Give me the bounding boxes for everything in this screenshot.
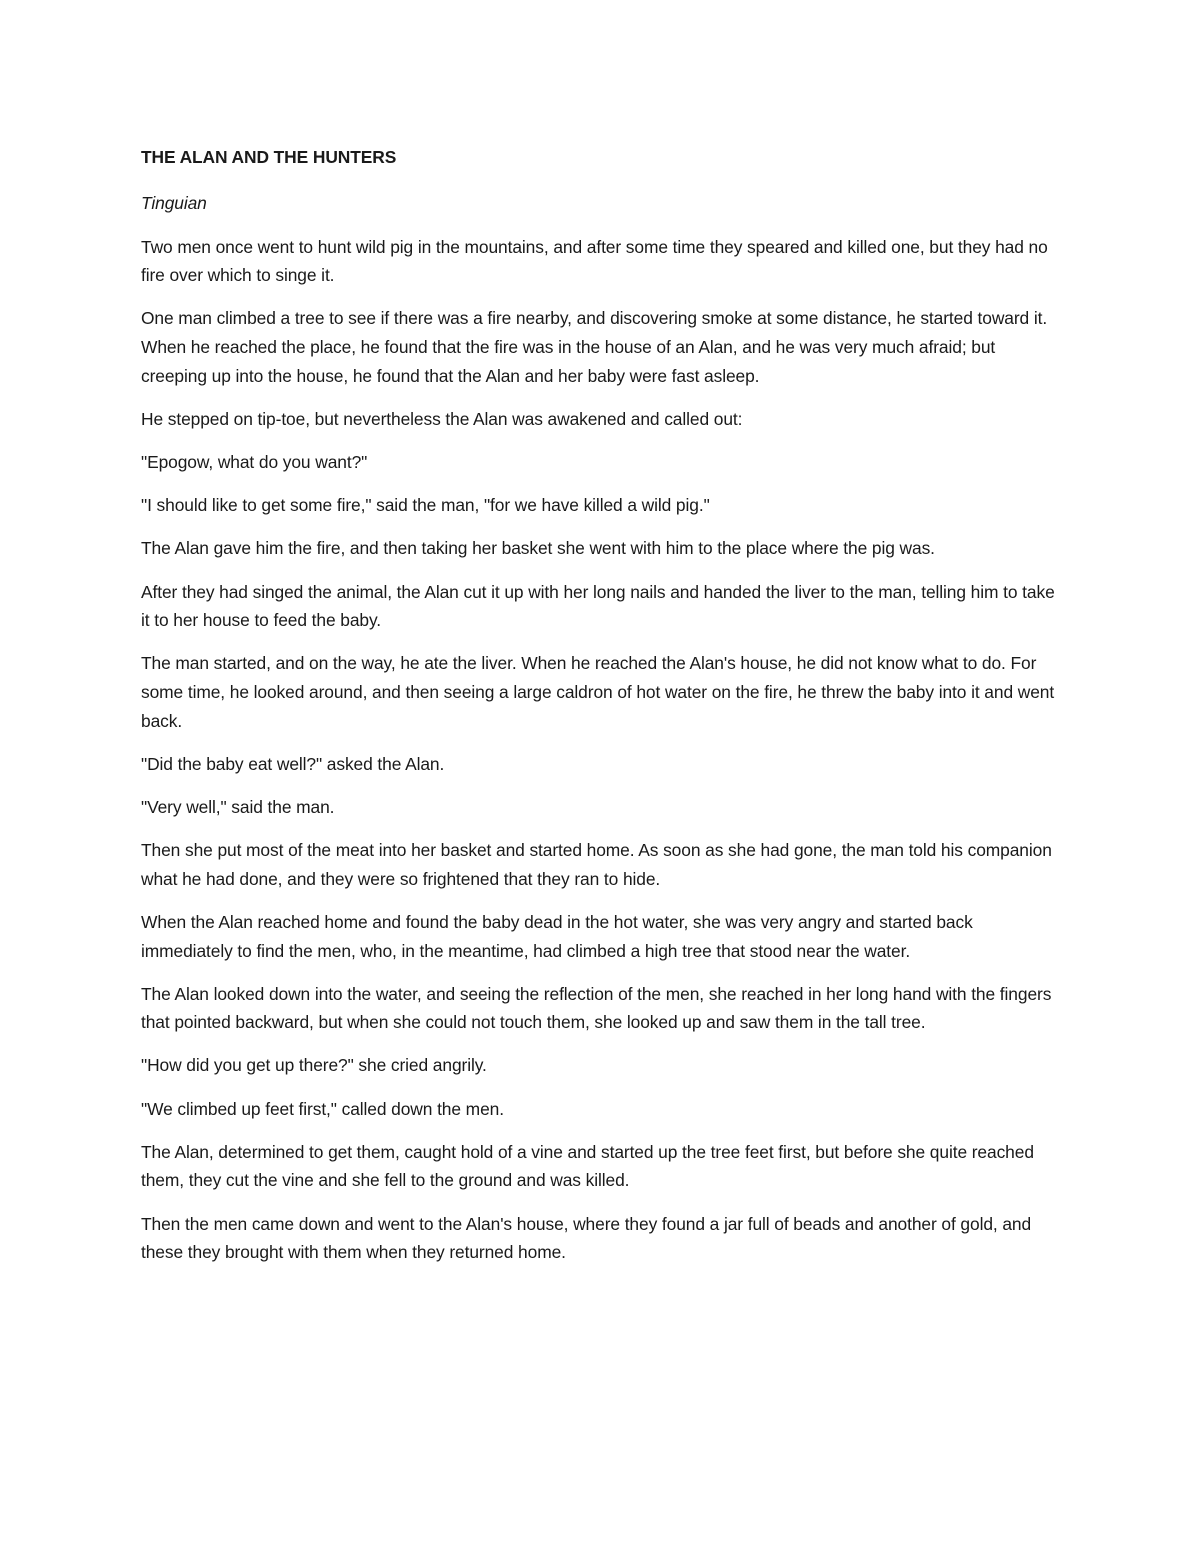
paragraph: When the Alan reached home and found the baby dead in the hot water, she was very angry and started back immediately to find the men, who, in the meantime, had climbed a high tree that stood near the water. <box>141 911 973 961</box>
paragraph: One man climbed a tree to see if there was a fire nearby, and discovering smoke at some distance, he started toward it. When he reached the place, he found that the fire was in the house of an Alan, and he was very much afraid; but creeping up into the house, he found that the Alan and her baby were fast asleep. <box>141 308 1048 386</box>
paragraph: "We climbed up feet first," called down the men. <box>141 1098 504 1119</box>
paragraph: The Alan gave him the fire, and then taking her basket she went with him to the place where the pig was. <box>141 538 935 559</box>
story-origin: Tinguian <box>141 192 207 213</box>
paragraph: "I should like to get some fire," said the man, "for we have killed a wild pig." <box>141 495 710 516</box>
paragraph: The man started, and on the way, he ate the liver. When he reached the Alan's house, he did not know what to do. For some time, he looked around, and then seeing a large caldron of hot water on the fire, he threw the baby into it and went back. <box>141 653 1055 731</box>
paragraph: Then she put most of the meat into her basket and started home. As soon as she had gone, the man told his companion what he had done, and they were so frightened that they ran to hide. <box>141 840 1052 889</box>
paragraph: "Epogow, what do you want?" <box>141 452 368 473</box>
paragraph: "Very well," said the man. <box>141 796 335 817</box>
paragraph: Then the men came down and went to the Alan's house, where they found a jar full of beads and another of gold, and these they brought with them when they returned home. <box>141 1213 1032 1263</box>
paragraph: He stepped on tip-toe, but nevertheless the Alan was awakened and called out: <box>141 408 743 429</box>
paragraph: The Alan looked down into the water, and seeing the reflection of the men, she reached in her long hand with the fingers that pointed backward, but when she could not touch them, she looked up and saw them in the tall tree. <box>141 983 1052 1033</box>
paragraph: "Did the baby eat well?" asked the Alan. <box>141 753 445 774</box>
paragraph: After they had singed the animal, the Alan cut it up with her long nails and handed the liver to the man, telling him to take it to her house to feed the baby. <box>141 581 1055 631</box>
paragraph: Two men once went to hunt wild pig in the mountains, and after some time they speared and killed one, but they had no fire over which to singe it. <box>141 236 1048 286</box>
story-title: THE ALAN AND THE HUNTERS <box>141 147 397 167</box>
document-body <box>141 143 1061 1281</box>
paragraph: "How did you get up there?" she cried angrily. <box>141 1055 487 1076</box>
paragraph: The Alan, determined to get them, caught hold of a vine and started up the tree feet first, but before she quite reached them, they cut the vine and she fell to the ground and was killed. <box>141 1141 1034 1191</box>
